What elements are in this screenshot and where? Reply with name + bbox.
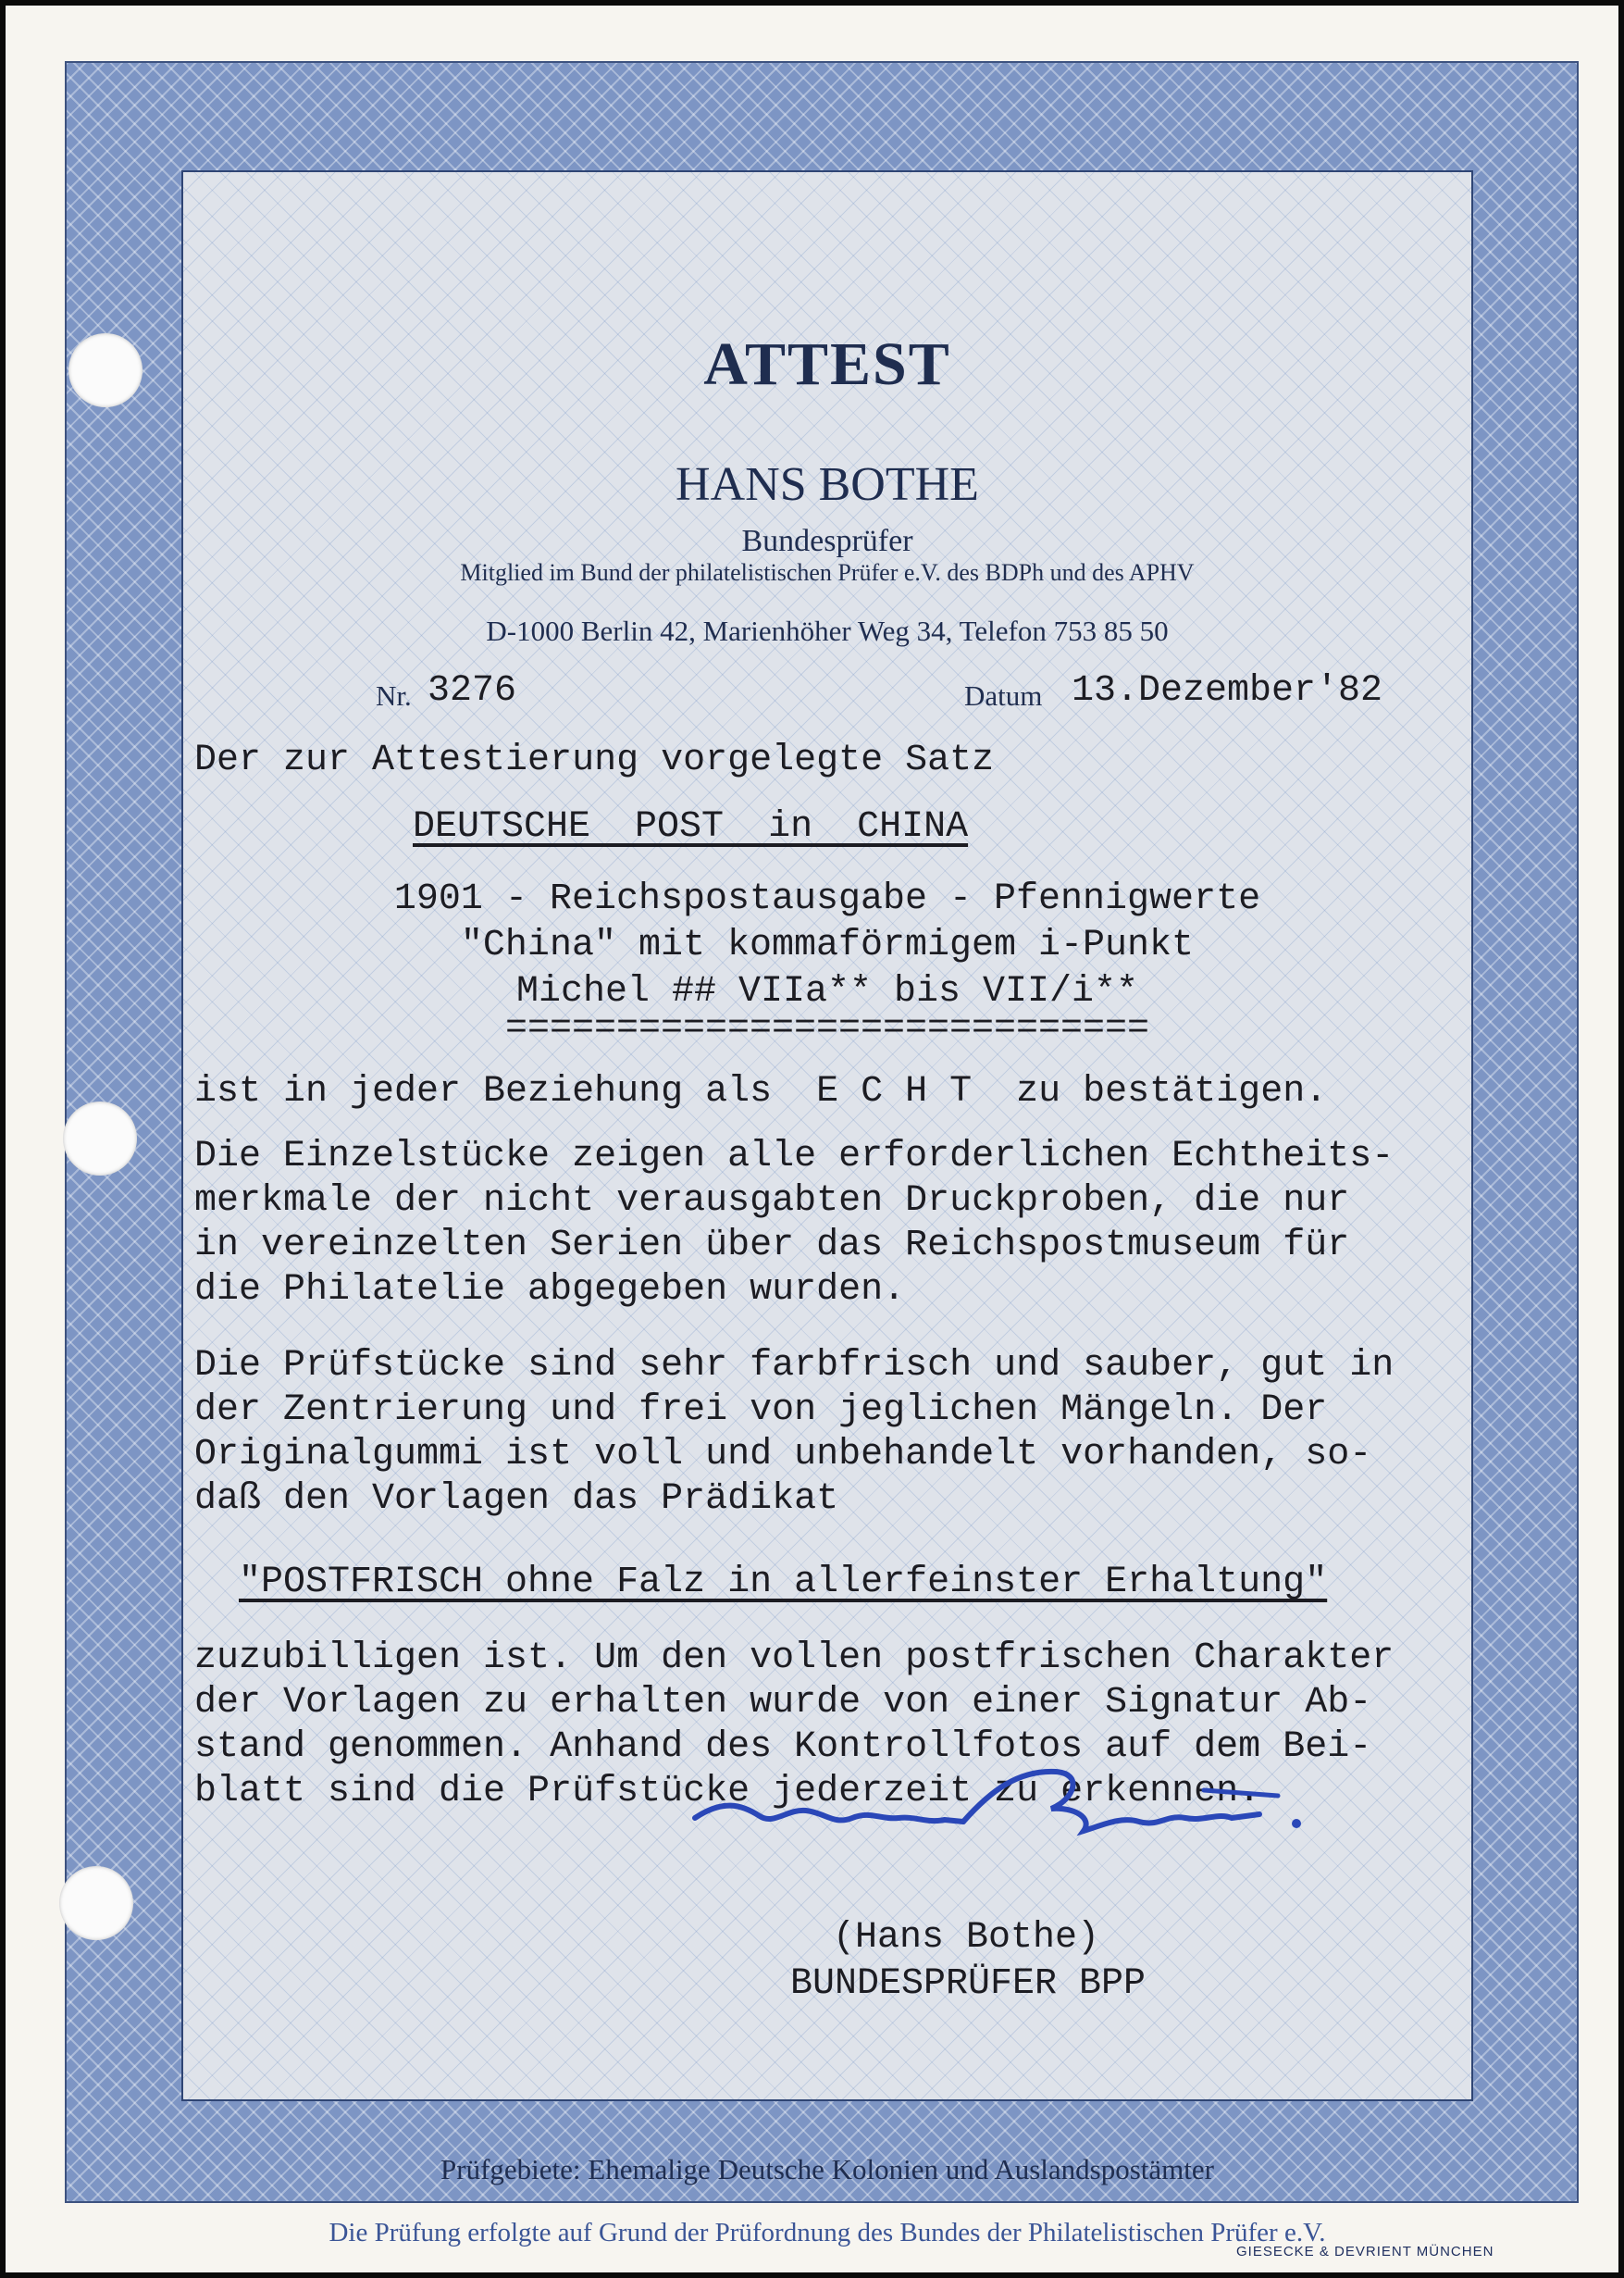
binder-hole-top [68,333,143,407]
certificate-date: 13.Dezember'82 [1072,670,1383,712]
paragraph-1-line-4: die Philatelie abgegeben wurden. [194,1269,906,1311]
paragraph-3-line-3: stand genommen. Anhand des Kontrollfotos auf dem Bei- [194,1726,1372,1768]
issue-line-3: Michel ## VIIa** bis VII/i** [515,971,1139,1013]
separator-line: ============================= [504,1008,1150,1050]
examiner-name: HANS BOTHE [676,458,979,511]
signer-title: BUNDESPRÜFER BPP [790,1963,1147,2005]
paragraph-1-line-2: merkmale der nicht verausgabten Druckproben, die nur [194,1180,1350,1222]
verdict-text: ist in jeder Beziehung als E C H T zu bestätigen. [194,1071,1328,1113]
paragraph-3-line-1: zuzubilligen ist. Um den vollen postfrischen Charakter [194,1637,1395,1679]
paragraph-2-line-2: der Zentrierung und frei von jeglichen Mängeln. Der [194,1389,1328,1431]
paragraph-2-line-1: Die Prüfstücke sind sehr farbfrisch und sauber, gut in [194,1345,1395,1387]
paragraph-1-line-3: in vereinzelten Serien über das Reichspostmuseum für [194,1225,1350,1266]
datum-label: Datum [964,679,1043,712]
intro-text: Der zur Attestierung vorgelegte Satz [194,740,995,781]
paragraph-2-line-4: daß den Vorlagen das Prädikat [194,1478,839,1520]
issue-line-2: "China" mit kommaförmigem i-Punkt [460,925,1195,966]
issue-line-1: 1901 - Reichspostausgabe - Pfennigwerte [393,878,1261,920]
certificate-title: ATTEST [703,330,951,398]
address-line: D-1000 Berlin 42, Marienhöher Weg 34, Telefon 753 85 50 [486,615,1169,647]
examination-areas: Prüfgebiete: Ehemalige Deutsche Kolonien und Auslandspostämter [440,2153,1214,2185]
nr-label: Nr. [376,679,412,712]
paragraph-3-line-2: der Vorlagen zu erhalten wurde von einer Signatur Ab- [194,1682,1372,1724]
binder-hole-middle [63,1102,137,1176]
membership-line: Mitglied im Bund der philatelistischen Prüfer e.V. des BDPh und des APHV [460,559,1195,586]
guilloche-frame [65,61,1579,2247]
examiner-role: Bundesprüfer [741,524,913,558]
certificate-number: 3276 [428,670,517,712]
country-title: DEUTSCHE POST in CHINA [413,806,969,848]
handwritten-signature [686,1753,1352,1855]
examination-basis: Die Prüfung erfolgte auf Grund der Prüfordnung des Bundes der Philatelistischen Prüfer e.V. [329,2218,1326,2247]
binder-hole-bottom [59,1866,133,1940]
paragraph-2-line-3: Originalgummi ist voll und unbehandelt vorhanden, so- [194,1434,1372,1475]
certificate-sheet [6,6,1618,2272]
printer-imprint: GIESECKE & DEVRIENT MÜNCHEN [1236,2244,1494,2259]
grade-statement: "POSTFRISCH ohne Falz in allerfeinster Erhaltung" [239,1562,1328,1603]
paragraph-1-line-1: Die Einzelstücke zeigen alle erforderlichen Echtheits- [194,1136,1395,1177]
signer-name: (Hans Bothe) [833,1917,1100,1959]
paragraph-3-line-4: blatt sind die Prüfstücke jederzeit zu erkennen. [194,1771,1261,1812]
